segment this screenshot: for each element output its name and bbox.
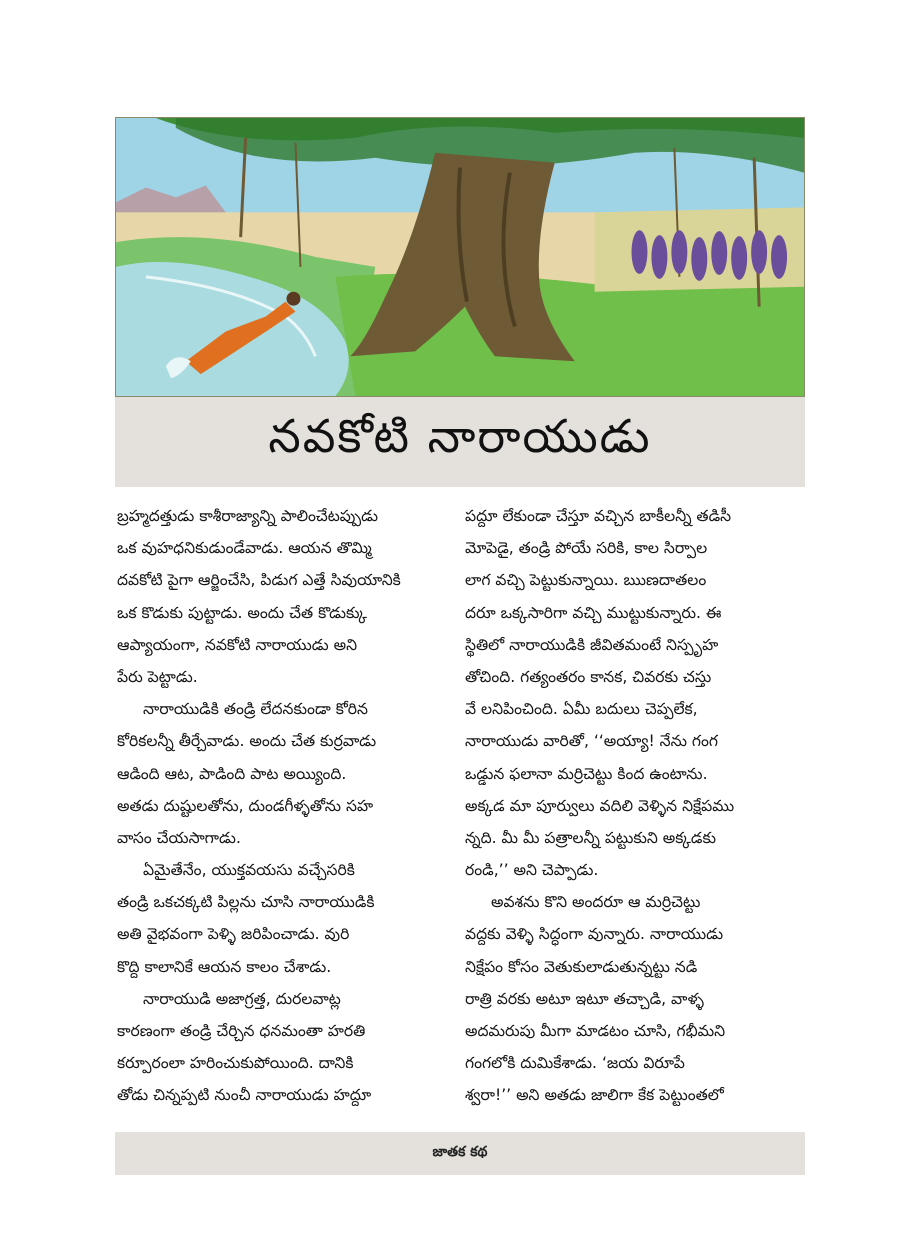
text-line: కొద్ది కాలానికే ఆయన కాలం చేశాడు. — [117, 957, 332, 976]
text-line: నారాయుడు వారితో, ‘‘అయ్యా! నేను గంగ — [465, 732, 719, 751]
text-line: రండి,’’ అని చెప్పాడు. — [465, 861, 599, 880]
text-line: వే లనిపించింది. ఏమీ బదులు చెప్పలేక, — [465, 700, 698, 719]
footer-label: జాతక కథ — [432, 1144, 488, 1160]
text-line: అతడు దుష్టులతోను, దుండగీళ్ళతోను సహ — [117, 796, 374, 815]
text-line: ఏమైతేనేం, యుక్తవయసు వచ్చేసరికి — [143, 861, 355, 880]
text-line: తోచింది. గత్యంతరం కానక, చివరకు చస్తు — [465, 667, 712, 686]
text-line: ఒడ్డున ఫలానా మర్రిచెట్టు కింద ఉంటాను. — [465, 764, 708, 783]
text-line: కారణంగా తండ్రి చేర్చిన ధనమంతా హరతి — [117, 1022, 366, 1040]
text-line: నారాయుడి అజాగ్రత్త, దురలవాట్ల — [143, 989, 341, 1008]
text-line: ఆడింది ఆట, పాడింది పాట అయ్యింది. — [117, 764, 347, 783]
text-line: రాత్రి వరకు అటూ ఇటూ తచ్చాడి, వాళ్ళ — [465, 989, 704, 1008]
text-line: తోడు చిన్నప్పటి నుంచీ నారాయుడు హద్దూ — [117, 1086, 372, 1105]
text-line: కోరికలన్నీ తీర్చేవాడు. అందు చేత కుర్రవాడు — [117, 732, 377, 751]
right-column — [465, 500, 810, 1112]
text-line: ఆప్యాయంగా, నవకోటి నారాయుడు అని — [117, 635, 358, 654]
text-line: దవకోటి పైగా ఆర్జించేసి, పిడుగ ఎత్తే సివుయానికి — [117, 571, 401, 590]
text-line: ఒక కొడుకు పుట్టాడు. అందు చేత కొడుక్కు — [117, 603, 367, 622]
text-line: మోపెడై, తండ్రి పోయే సరికి, కాల సిర్పాల — [465, 539, 708, 558]
text-line: తండ్రి ఒకచక్కటి పిల్లను చూసి నారాయుడికి — [117, 893, 375, 912]
text-line: వాసం చేయసాగాడు. — [117, 828, 241, 847]
text-line: అతి వైభవంగా పెళ్ళి జరిపించాడు. వురి — [117, 925, 350, 944]
text-line: బ్రహ్మదత్తుడు కాశీరాజ్యాన్ని పాలించేటప్పుడు — [117, 507, 379, 525]
text-line: వద్దకు వెళ్ళి సిద్ధంగా వున్నారు. నారాయుడు — [465, 925, 724, 944]
text-line: పేరు పెట్టాడు. — [117, 667, 198, 686]
text-line: అదమరుపు మీగా మాడటం చూసి, గభీమని — [465, 1022, 726, 1040]
text-line: ఒక వుహధనికుడుండేవాడు. ఆయన తొమ్మి — [117, 539, 372, 558]
title-band — [115, 397, 805, 487]
text-line: అవశను కొని అందరూ ఆ మర్రిచెట్టు — [491, 893, 701, 912]
text-line: కర్పూరంలా హరించుకుపోయింది. దానికి — [117, 1054, 354, 1073]
text-line: గంగలోకి దుమికేశాడు. ‘జయ విరూపే — [465, 1054, 685, 1073]
text-line: శ్వరా!’’ అని అతడు జాలిగా కేక పెట్టుంతలో — [465, 1086, 724, 1105]
left-column — [117, 500, 457, 1112]
banyan-tree-scene — [116, 118, 804, 396]
footer-band — [115, 1132, 805, 1175]
text-line: నిక్షేపం కోసం వెతుకులాడుతున్నట్టు నడి — [465, 957, 698, 976]
text-line: దరూ ఒక్కసారిగా వచ్చి ముట్టుకున్నారు. ఈ — [465, 603, 722, 622]
text-line: స్థితిలో నారాయుడికి జీవితమంటే నిస్పృహ — [465, 635, 719, 654]
story-title: నవకోటి నారాయుడు — [268, 409, 652, 463]
text-line: పద్దూ లేకుండా చేస్తూ వచ్చిన బాకీలన్నీ తడిసీ — [465, 507, 732, 525]
text-line: లాగ వచ్చి పెట్టుకున్నాయి. ఋణదాతలం — [465, 571, 707, 590]
text-line: అక్కడ మా పూర్వులు వదిలి వెళ్ళిన నిక్షేపము — [465, 796, 735, 815]
story-illustration — [115, 117, 805, 397]
text-line: నారాయుడికి తండ్రి లేదనకుండా కోరిన — [143, 700, 368, 719]
text-line: న్నది. మీ మీ పత్రాలన్నీ పట్టుకుని అక్కడకు — [465, 828, 717, 847]
